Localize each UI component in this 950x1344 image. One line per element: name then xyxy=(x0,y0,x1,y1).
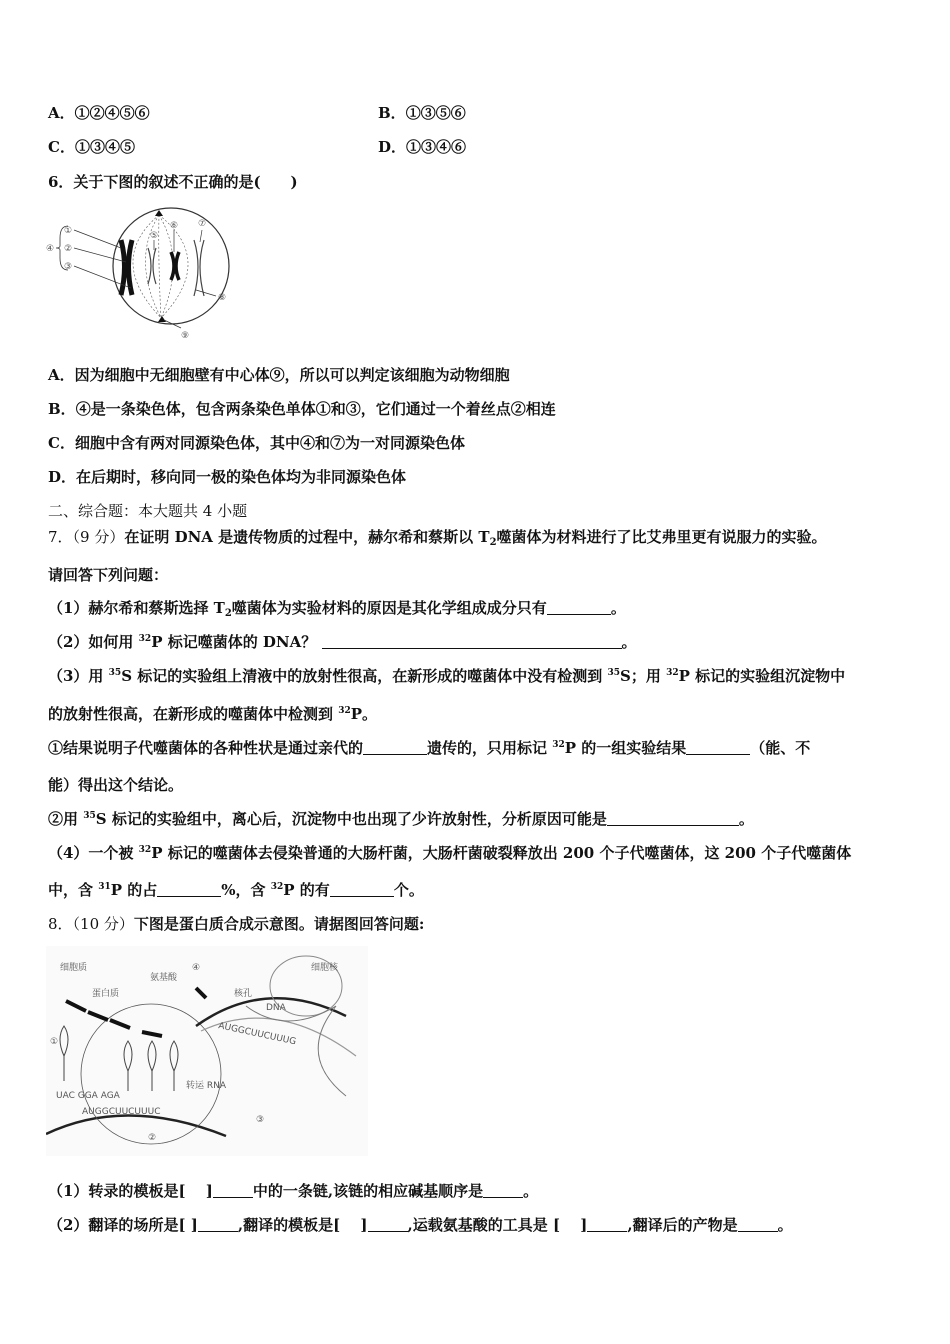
q5-option-a: A．①②④⑤⑥ xyxy=(48,104,150,122)
q5-option-b: B．①③⑤⑥ xyxy=(378,104,466,122)
fig8-num-3: ③ xyxy=(256,1115,265,1125)
q7-part2: （2）如何用 $^{32}$P 标记噬菌体的 DNA？ 。 xyxy=(48,633,637,651)
q7-part1-blank[interactable] xyxy=(547,601,611,615)
fig6-label-1: ① xyxy=(64,226,73,236)
q7-sub1-blank2[interactable] xyxy=(686,741,750,755)
q8-part2-blank4[interactable] xyxy=(738,1218,778,1232)
q8-part1-blank1[interactable] xyxy=(213,1184,253,1198)
fig6-label-9: ⑨ xyxy=(181,331,190,341)
q7-part3-line1: （3）用 $^{35}$S 标记的实验组上清液中的放射性很高，在新形成的噬菌体中没有检测到 $^{35}$S；用 $^{32}$P 标记的实验组沉淀物中 xyxy=(48,667,846,685)
fig6-label-5: ⑤ xyxy=(150,231,159,241)
fig6-label-7: ⑦ xyxy=(198,219,207,229)
q8-part2-blank2[interactable] xyxy=(368,1218,408,1232)
fig8-mrna-top: AUGGCUUCUUUG xyxy=(217,1021,297,1048)
fig8-num-4: ④ xyxy=(192,963,201,973)
q6-option-a: A．因为细胞中无细胞壁有中心体⑨，所以可以判定该细胞为动物细胞 xyxy=(48,366,510,384)
section2-title: 二、综合题：本大题共 4 小题 xyxy=(48,502,248,520)
q8-part2-blank3[interactable] xyxy=(587,1218,627,1232)
q6-option-d: D．在后期时，移向同一极的染色体均为非同源染色体 xyxy=(48,468,407,486)
q7-prompt: 请回答下列问题： xyxy=(48,566,169,584)
fig8-num-1: ① xyxy=(50,1037,59,1047)
fig8-dna-label: DNA xyxy=(266,1003,286,1013)
q6-option-b: B．④是一条染色体，包含两条染色单体①和③，它们通过一个着丝点②相连 xyxy=(48,400,556,418)
fig6-label-2: ② xyxy=(64,244,73,254)
q8-part2: （2）翻译的场所是[ ] ,翻译的模板是[ ] ,运载氨基酸的工具是 [ ] ,翻译后的产物是 。 xyxy=(48,1216,793,1234)
q5-option-d: D．①③④⑥ xyxy=(378,138,467,156)
fig8-pore-label: 核孔 xyxy=(234,989,253,999)
q7-part2-blank[interactable] xyxy=(322,635,622,649)
q6-option-c: C．细胞中含有两对同源染色体，其中④和⑦为一对同源染色体 xyxy=(48,434,465,452)
q7-part4-line2: 中，含 $^{31}$P 的占 %，含 $^{32}$P 的有 个。 xyxy=(48,881,424,899)
fig8-trna-label: 转运 RNA xyxy=(186,1081,227,1091)
fig8-nucleus-label: 细胞核 xyxy=(311,963,339,973)
q7-part4-blank2[interactable] xyxy=(330,883,394,897)
fig8-cytoplasm-label: 细胞质 xyxy=(60,963,88,973)
fig8-amino-acid-label: 氨基酸 xyxy=(150,973,178,983)
q7-part3-line2: 的放射性很高，在新形成的噬菌体中检测到 $^{32}$P。 xyxy=(48,705,378,723)
q7-sub1-line1: ①结果说明子代噬菌体的各种性状是通过亲代的 遗传的，只用标记 $^{32}$P 的一组实验结果 （能、不 xyxy=(48,739,811,757)
fig8-mrna-bottom: AUGGCUUCUUUC xyxy=(82,1107,161,1117)
fig8-anticodons: UAC GGA AGA xyxy=(56,1091,120,1101)
q8-protein-synthesis-figure xyxy=(46,946,368,1156)
q7-sub2: ②用 $^{35}$S 标记的实验组中，离心后，沉淀物中也出现了少许放射性，分析原因可能是 。 xyxy=(48,810,754,828)
fig8-protein-label: 蛋白质 xyxy=(92,989,120,999)
q7-sub1-line2: 能）得出这个结论。 xyxy=(48,776,184,794)
q6-cell-figure xyxy=(46,200,236,348)
q5-option-c: C．①③④⑤ xyxy=(48,138,135,156)
q8-part1: （1）转录的模板是[ ] 中的一条链,该链的相应碱基顺序是 。 xyxy=(48,1182,539,1200)
q8-part1-blank2[interactable] xyxy=(483,1184,523,1198)
q7-sub2-blank[interactable] xyxy=(607,812,739,826)
fig6-label-6: ⑥ xyxy=(170,221,179,231)
q8-part2-blank1[interactable] xyxy=(198,1218,238,1232)
q7-part4-line1: （4）一个被 $^{32}$P 标记的噬菌体去侵染普通的大肠杆菌，大肠杆菌破裂释放出 200 个子代噬菌体，这 200 个子代噬菌体 xyxy=(48,844,852,862)
q7-part1: （1）赫尔希和蔡斯选择 $T_2$噬菌体为实验材料的原因是其化学组成成分只有 。 xyxy=(48,599,626,619)
q7-stem: 7．（9 分）在证明 DNA 是遗传物质的过程中，赫尔希和蔡斯以 $T_2$噬菌体为材料进行了比艾弗里更有说服力的实验。 xyxy=(48,528,827,548)
fig6-label-4: ④ xyxy=(46,244,55,254)
q7-sub1-blank1[interactable] xyxy=(363,741,427,755)
fig8-num-2: ② xyxy=(148,1133,157,1143)
q8-stem: 8．（10 分）下图是蛋白质合成示意图。请据图回答问题: xyxy=(48,915,425,933)
q6-stem: 6．关于下图的叙述不正确的是( ) xyxy=(48,173,298,191)
fig6-label-3: ③ xyxy=(64,262,73,272)
q7-part4-blank1[interactable] xyxy=(157,883,221,897)
fig6-label-8: ⑧ xyxy=(218,293,227,303)
